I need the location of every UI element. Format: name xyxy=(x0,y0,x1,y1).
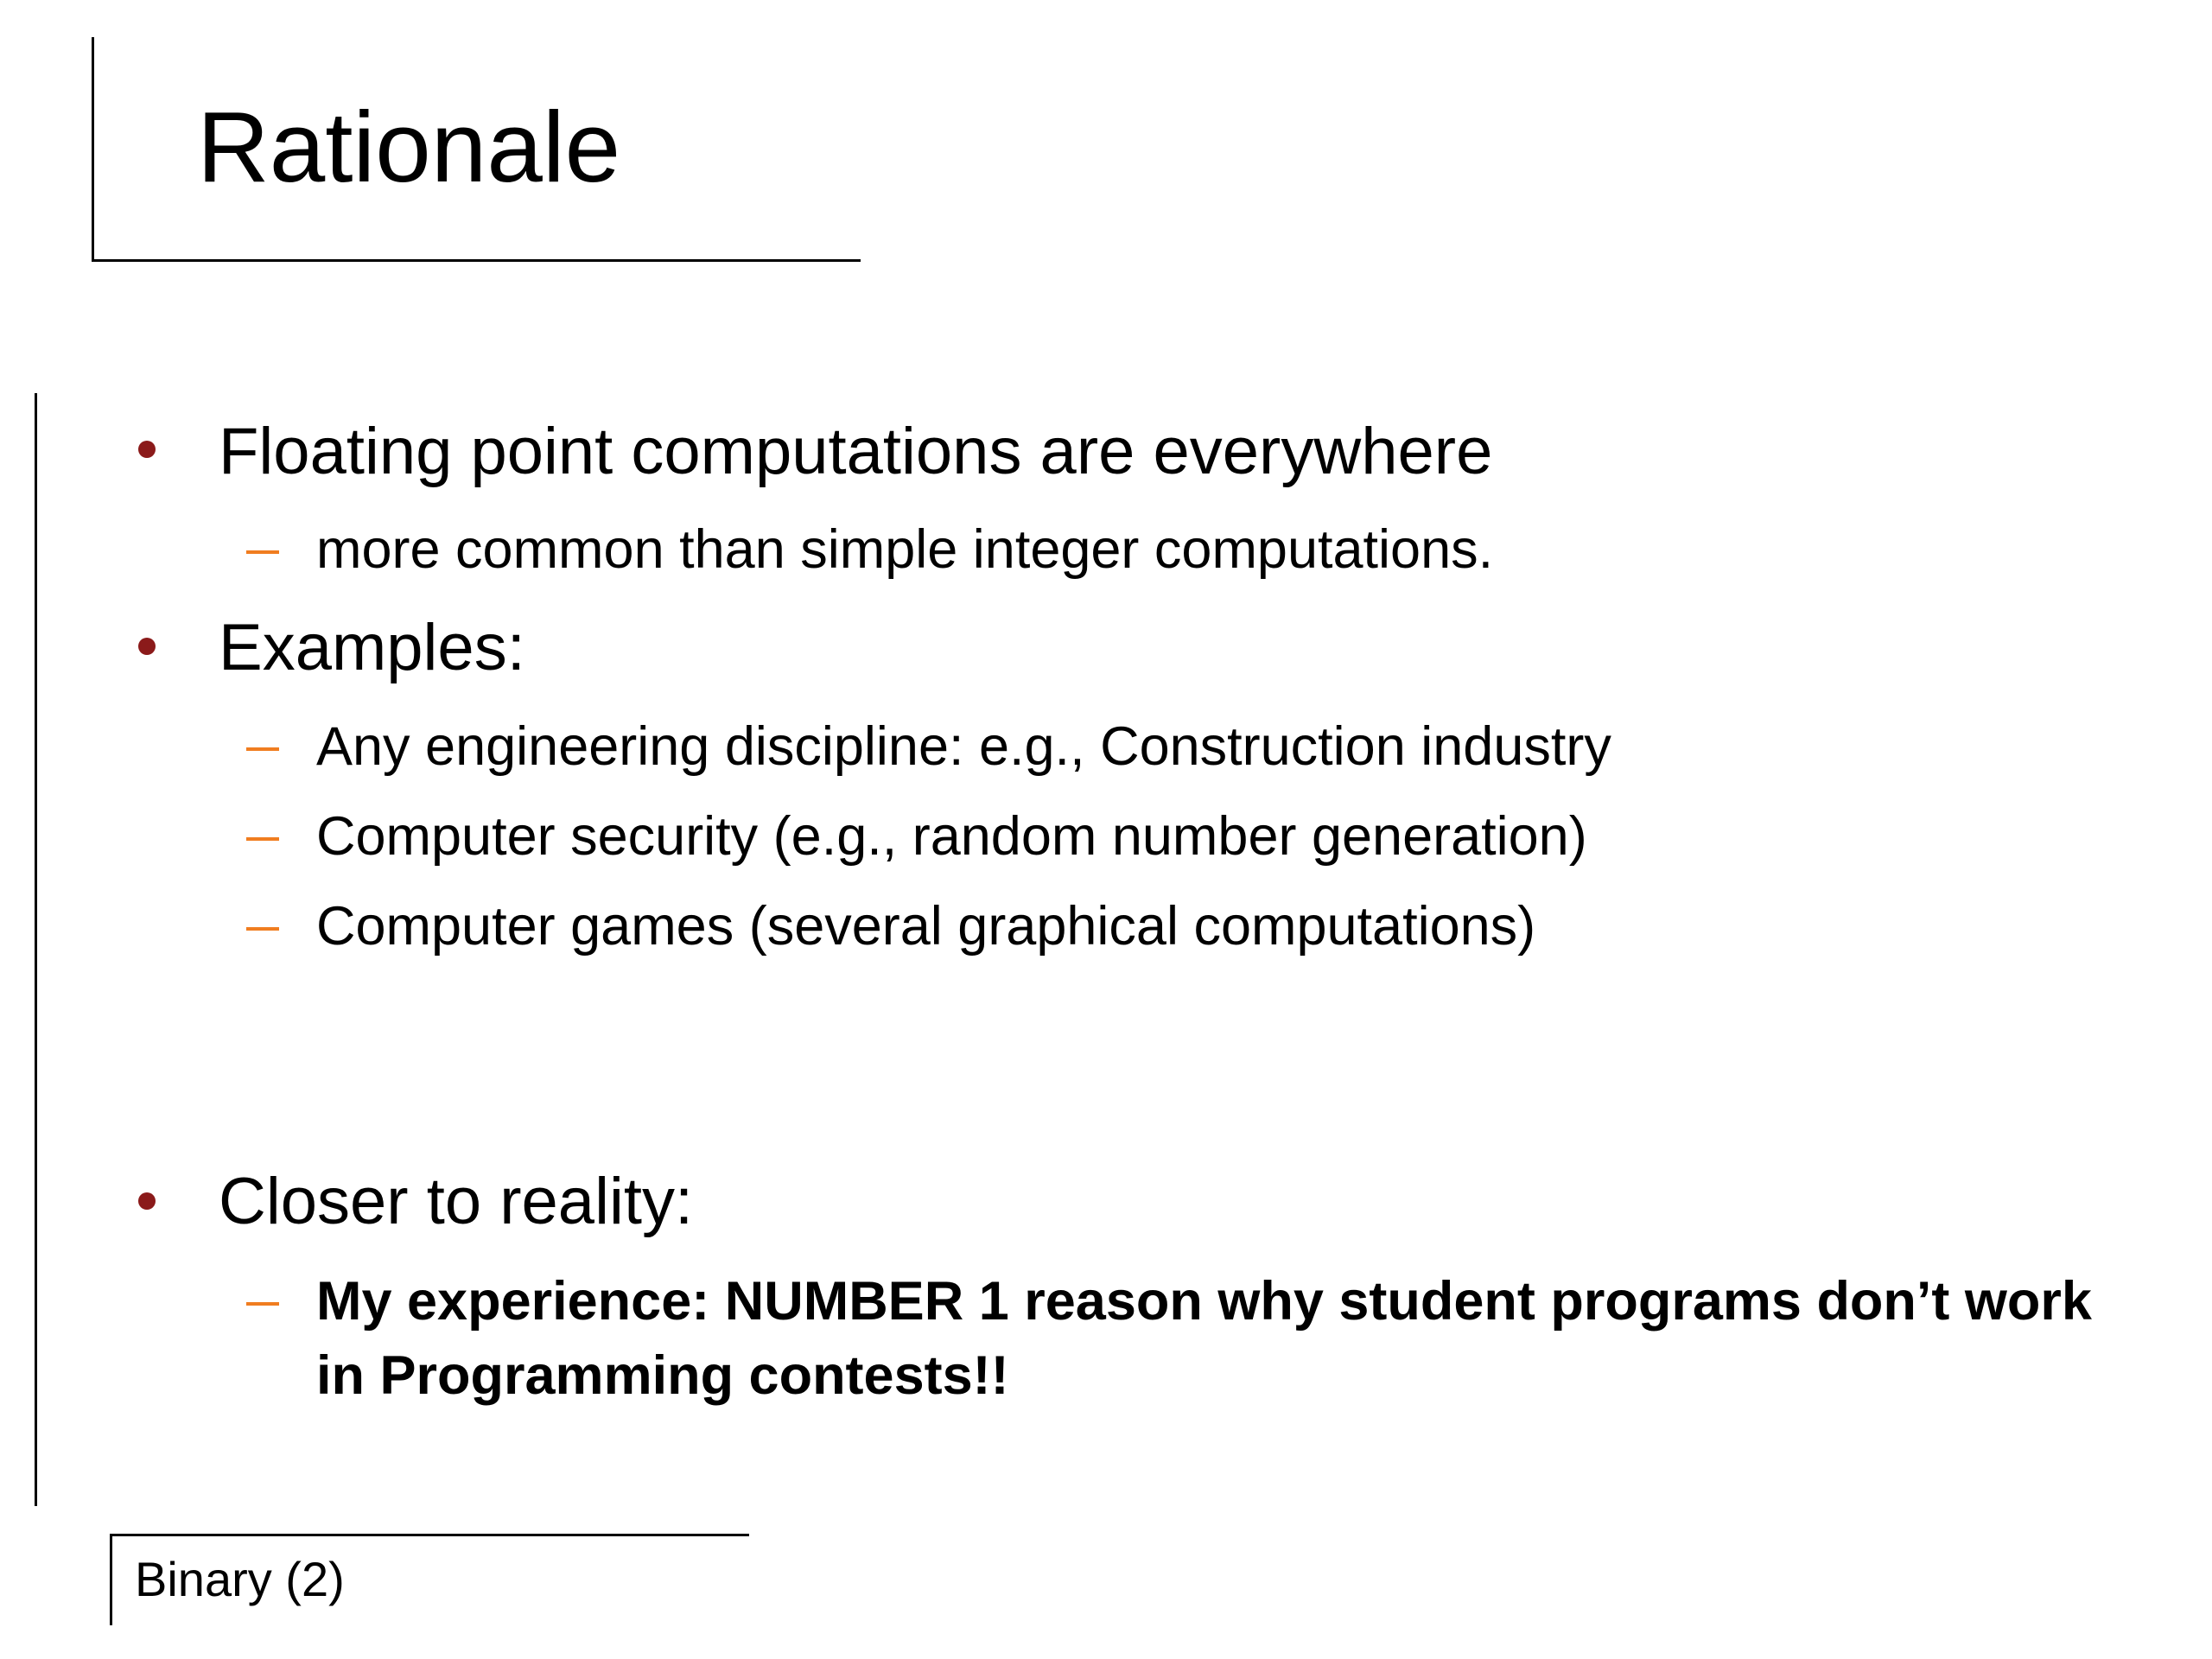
bullet-examples: Examples: xyxy=(219,611,525,684)
footer-left-rule xyxy=(110,1535,112,1625)
title-left-rule xyxy=(92,37,94,261)
dash-icon xyxy=(246,550,279,554)
bullet-dot-icon xyxy=(138,638,156,655)
footer-label: Binary (2) xyxy=(135,1552,345,1606)
sub-bullet-experience-line1: My experience: NUMBER 1 reason why student programs don’t work xyxy=(316,1271,2092,1332)
sub-bullet-experience-line2: in Programming contests!! xyxy=(316,1345,1009,1406)
dash-icon xyxy=(246,747,279,751)
dash-icon xyxy=(246,927,279,931)
dash-icon xyxy=(246,837,279,841)
bullet-dot-icon xyxy=(138,1192,156,1210)
bullet-floating-point: Floating point computations are everywhere xyxy=(219,415,1493,488)
sub-bullet-more-common: more common than simple integer computations. xyxy=(316,519,1494,580)
title-bottom-rule xyxy=(92,259,861,262)
bullet-dot-icon xyxy=(138,441,156,458)
dash-icon xyxy=(246,1302,279,1306)
bullet-closer-to-reality: Closer to reality: xyxy=(219,1165,694,1238)
sub-bullet-engineering: Any engineering discipline: e.g., Construction industry xyxy=(316,716,1611,777)
sub-bullet-security: Computer security (e.g., random number generation) xyxy=(316,806,1587,867)
footer-top-rule xyxy=(110,1534,749,1536)
sub-bullet-games: Computer games (several graphical computations) xyxy=(316,896,1536,957)
slide-title: Rationale xyxy=(197,91,621,203)
content-left-rule xyxy=(35,393,37,1506)
